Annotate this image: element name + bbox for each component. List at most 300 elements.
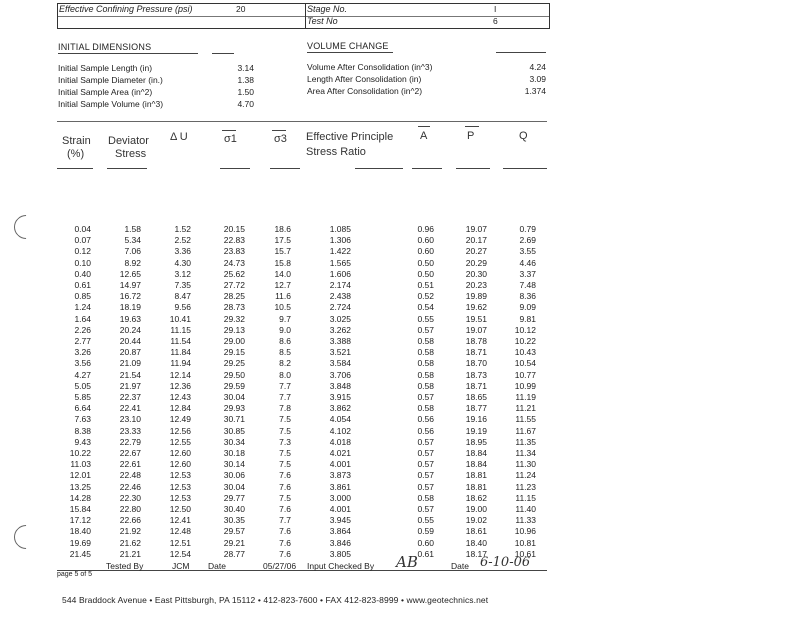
cell-ratio: 4.054: [329, 414, 351, 425]
date-value: 05/27/06: [263, 561, 297, 571]
cell-sigma1: 28.73: [223, 302, 245, 313]
cell-deviator: 22.79: [119, 436, 141, 447]
cell-ratio: 1.606: [329, 268, 351, 279]
cell-sigma3: 7.5: [279, 492, 291, 503]
cell-sigma3: 7.8: [279, 403, 291, 414]
cell-sigma3: 7.7: [279, 380, 291, 391]
cell-a: 0.96: [417, 224, 434, 234]
cell-deviator: 21.54: [119, 369, 141, 380]
cell-strain: 0.12: [74, 246, 91, 257]
cell-q: 11.34: [515, 448, 536, 458]
cell-du: 12.55: [169, 436, 191, 447]
cell-strain: 9.43: [74, 436, 91, 447]
cell-p: 18.95: [465, 436, 487, 447]
cell-sigma1: 29.15: [223, 347, 245, 358]
cell-du: 4.30: [174, 257, 191, 268]
cell-p: 19.51: [465, 313, 487, 324]
cell-sigma3: 7.6: [279, 526, 291, 537]
cell-strain: 11.03: [70, 459, 91, 470]
cell-q: 11.19: [515, 392, 536, 402]
cell-q: 7.48: [519, 280, 536, 290]
col-a: A: [420, 130, 428, 142]
p-overline: [465, 126, 479, 127]
section-rule: [496, 52, 546, 53]
cell-sigma3: 8.5: [279, 347, 291, 358]
cell-q: 9.09: [519, 302, 536, 313]
cell-p: 19.00: [465, 504, 487, 514]
cell-strain: 5.05: [74, 380, 91, 391]
cell-ratio: 3.805: [329, 548, 351, 559]
cell-strain: 0.07: [74, 235, 91, 246]
cell-sigma1: 29.93: [223, 403, 245, 414]
initial-dimension-value: 4.70: [237, 99, 254, 109]
col-rule: [220, 168, 250, 169]
cell-du: 12.14: [169, 369, 191, 380]
cell-sigma1: 30.35: [223, 515, 245, 526]
cell-sigma1: 29.50: [223, 369, 245, 380]
cell-p: 19.89: [465, 291, 487, 302]
cell-du: 8.47: [174, 291, 191, 302]
cell-du: 11.84: [170, 347, 191, 358]
cell-p: 18.17: [465, 548, 487, 559]
tested-by-label: Tested By: [106, 561, 144, 571]
cell-a: 0.58: [417, 358, 434, 369]
cell-sigma3: 7.6: [279, 470, 291, 481]
volume-change-value: 3.09: [529, 74, 546, 84]
cell-du: 12.60: [169, 459, 191, 470]
cell-du: 3.12: [174, 268, 191, 279]
initial-dimension-label: Initial Sample Diameter (in.): [58, 75, 163, 85]
cell-ratio: 4.018: [329, 436, 351, 447]
cell-strain: 6.64: [74, 403, 91, 414]
cell-ratio: 3.945: [329, 515, 351, 526]
cell-p: 18.40: [465, 537, 487, 548]
cell-a: 0.57: [417, 481, 434, 492]
cell-p: 18.61: [465, 526, 487, 537]
cell-strain: 10.22: [69, 448, 91, 458]
cell-deviator: 21.09: [119, 358, 141, 369]
cell-deviator: 20.44: [119, 336, 141, 346]
cell-a: 0.60: [417, 246, 434, 257]
header-divider: [58, 16, 549, 17]
cell-sigma1: 30.18: [223, 448, 245, 458]
cell-deviator: 23.33: [119, 425, 141, 436]
cell-strain: 17.12: [69, 515, 91, 526]
cell-a: 0.57: [417, 470, 434, 481]
cell-a: 0.57: [417, 324, 434, 335]
cell-deviator: 18.19: [119, 302, 141, 313]
cell-sigma1: 28.77: [223, 548, 245, 559]
col-rule: [107, 168, 147, 169]
cell-strain: 1.64: [74, 313, 91, 324]
cell-sigma3: 7.6: [279, 537, 291, 548]
cell-ratio: 3.262: [329, 324, 351, 335]
cell-sigma1: 29.32: [223, 313, 245, 324]
cell-ratio: 3.000: [329, 492, 351, 503]
cell-du: 3.36: [174, 246, 191, 257]
cell-strain: 3.56: [74, 358, 91, 369]
cell-du: 11.15: [170, 324, 191, 335]
cell-q: 9.81: [519, 313, 536, 324]
punch-hole-mark: [9, 520, 43, 554]
cell-sigma3: 7.7: [279, 392, 291, 402]
cell-p: 19.02: [465, 515, 487, 526]
volume-change-value: 1.374: [524, 86, 546, 96]
cell-sigma3: 9.0: [279, 324, 291, 335]
cell-a: 0.60: [417, 537, 434, 548]
cell-du: 12.36: [169, 380, 191, 391]
col-sigma3: σ3: [274, 133, 287, 145]
date2-signature: 6-10-06: [480, 555, 531, 570]
cell-strain: 4.27: [74, 369, 91, 380]
cell-a: 0.57: [417, 459, 434, 470]
cell-a: 0.57: [417, 448, 434, 458]
cell-sigma1: 22.83: [223, 235, 245, 246]
initial-dimension-value: 3.14: [237, 63, 254, 73]
a-overline: [418, 126, 430, 127]
cell-q: 8.36: [519, 291, 536, 302]
cell-strain: 2.26: [74, 324, 91, 335]
cell-strain: 18.40: [69, 526, 91, 537]
cell-sigma3: 10.5: [274, 302, 291, 313]
cell-p: 18.65: [465, 392, 487, 402]
section-rule: [307, 52, 393, 53]
col-ratio-2: Stress Ratio: [306, 146, 366, 158]
cell-p: 18.81: [465, 470, 487, 481]
col-ratio: Effective Principle: [306, 131, 394, 143]
cell-deviator: 12.65: [119, 268, 141, 279]
initial-dimension-label: Initial Sample Volume (in^3): [58, 99, 164, 109]
cell-q: 11.23: [515, 481, 536, 492]
cell-sigma1: 30.14: [223, 459, 245, 470]
cell-a: 0.56: [417, 425, 434, 436]
col-rule: [57, 168, 93, 169]
page-number: page 5 of 5: [57, 571, 93, 578]
cell-q: 11.67: [515, 425, 536, 436]
cell-sigma1: 30.06: [223, 470, 245, 481]
cell-a: 0.55: [417, 515, 434, 526]
cell-q: 10.54: [514, 358, 536, 369]
cell-sigma1: 29.77: [223, 492, 245, 503]
cell-strain: 12.01: [69, 470, 91, 481]
cell-deviator: 16.72: [119, 291, 141, 302]
cell-du: 1.52: [174, 224, 191, 234]
cell-ratio: 3.521: [329, 347, 351, 358]
cell-deviator: 22.46: [119, 481, 141, 492]
cell-ratio: 3.584: [329, 358, 351, 369]
volume-change-title: VOLUME CHANGE: [307, 41, 389, 51]
cell-ratio: 3.864: [329, 526, 351, 537]
cell-p: 18.78: [465, 336, 487, 346]
cell-sigma3: 7.6: [279, 504, 291, 514]
cell-sigma3: 7.3: [279, 436, 291, 447]
cell-a: 0.50: [417, 257, 434, 268]
cell-q: 10.81: [514, 537, 536, 548]
company-address: 544 Braddock Avenue • East Pittsburgh, PA 15112 • 412-823-7600 • FAX 412-823-8999 • www.geotechnics.net: [62, 595, 489, 605]
cell-sigma3: 7.6: [279, 481, 291, 492]
col-strain: Strain: [62, 135, 91, 147]
volume-change-label: Volume After Consolidation (in^3): [307, 62, 433, 72]
cell-deviator: 22.66: [119, 515, 141, 526]
pressure-label: Effective Confining Pressure (psi): [59, 4, 193, 14]
cell-strain: 8.38: [74, 425, 91, 436]
cell-sigma3: 8.0: [279, 369, 291, 380]
cell-deviator: 1.58: [124, 224, 141, 234]
cell-deviator: 22.30: [119, 492, 141, 503]
cell-strain: 1.24: [74, 302, 91, 313]
stage-value: I: [494, 4, 497, 14]
cell-p: 18.71: [465, 347, 487, 358]
cell-sigma1: 28.25: [223, 291, 245, 302]
cell-p: 20.30: [465, 268, 487, 279]
cell-sigma1: 24.73: [223, 257, 245, 268]
cell-sigma1: 29.25: [223, 358, 245, 369]
cell-deviator: 21.21: [119, 548, 141, 559]
cell-ratio: 2.438: [329, 291, 351, 302]
cell-p: 18.71: [465, 380, 487, 391]
col-rule: [355, 168, 403, 169]
cell-q: 10.77: [514, 369, 536, 380]
cell-a: 0.57: [417, 392, 434, 402]
cell-p: 18.81: [465, 481, 487, 492]
cell-du: 11.54: [170, 336, 191, 346]
cell-strain: 5.85: [74, 392, 91, 402]
cell-p: 18.73: [465, 369, 487, 380]
cell-deviator: 22.67: [119, 448, 141, 458]
col-du: Δ U: [170, 131, 188, 143]
cell-deviator: 21.97: [119, 380, 141, 391]
cell-q: 10.96: [514, 526, 536, 537]
initial-dimension-value: 1.50: [237, 87, 254, 97]
cell-sigma1: 30.04: [223, 392, 245, 402]
cell-a: 0.58: [417, 336, 434, 346]
cell-sigma1: 29.13: [223, 324, 245, 335]
cell-sigma3: 7.5: [279, 425, 291, 436]
cell-strain: 3.26: [74, 347, 91, 358]
col-rule: [270, 168, 300, 169]
test-label: Test No: [307, 16, 338, 26]
cell-p: 20.17: [465, 235, 487, 246]
cell-du: 12.49: [169, 414, 191, 425]
col-p: P: [467, 130, 475, 142]
cell-a: 0.58: [417, 380, 434, 391]
cell-deviator: 22.80: [119, 504, 141, 514]
cell-p: 20.23: [465, 280, 487, 290]
cell-sigma3: 7.5: [279, 459, 291, 470]
cell-ratio: 3.915: [329, 392, 351, 402]
cell-sigma1: 27.72: [223, 280, 245, 290]
cell-sigma1: 30.40: [223, 504, 245, 514]
date-label: Date: [208, 561, 226, 571]
cell-du: 7.35: [174, 280, 191, 290]
cell-du: 10.41: [169, 313, 191, 324]
cell-q: 0.79: [519, 224, 536, 234]
cell-ratio: 4.001: [329, 459, 351, 470]
cell-ratio: 1.306: [329, 235, 351, 246]
checked-by-label: Input Checked By: [307, 561, 375, 571]
cell-du: 12.51: [169, 537, 191, 548]
cell-q: 10.12: [514, 324, 536, 335]
cell-sigma3: 17.5: [274, 235, 291, 246]
cell-deviator: 7.06: [124, 246, 141, 257]
cell-ratio: 4.102: [329, 425, 351, 436]
cell-du: 12.53: [169, 470, 191, 481]
cell-deviator: 23.10: [119, 414, 141, 425]
cell-ratio: 1.085: [329, 224, 351, 234]
cell-a: 0.56: [417, 414, 434, 425]
cell-strain: 19.69: [69, 537, 91, 548]
cell-ratio: 4.021: [329, 448, 351, 458]
cell-sigma1: 25.62: [223, 268, 245, 279]
cell-a: 0.55: [417, 313, 434, 324]
cell-q: 3.37: [519, 268, 536, 279]
cell-q: 10.43: [514, 347, 536, 358]
cell-p: 19.62: [465, 302, 487, 313]
cell-strain: 0.85: [74, 291, 91, 302]
cell-strain: 0.40: [74, 268, 91, 279]
cell-strain: 21.45: [69, 548, 91, 559]
cell-du: 12.84: [169, 403, 191, 414]
cell-ratio: 3.846: [329, 537, 351, 548]
cell-ratio: 3.862: [329, 403, 351, 414]
cell-sigma3: 14.0: [274, 268, 291, 279]
col-rule: [412, 168, 442, 169]
cell-sigma1: 30.34: [223, 436, 245, 447]
cell-deviator: 22.37: [119, 392, 141, 402]
col-rule: [503, 168, 547, 169]
cell-q: 11.55: [515, 414, 536, 425]
cell-sigma1: 23.83: [223, 246, 245, 257]
cell-du: 12.60: [169, 448, 191, 458]
cell-sigma1: 29.00: [223, 336, 245, 346]
cell-sigma3: 12.7: [274, 280, 291, 290]
cell-sigma3: 7.5: [279, 414, 291, 425]
cell-q: 10.22: [514, 336, 536, 346]
cell-du: 12.54: [169, 548, 191, 559]
cell-strain: 0.61: [74, 280, 91, 290]
section-rule: [58, 53, 198, 54]
cell-sigma3: 11.6: [275, 291, 291, 302]
cell-strain: 7.63: [74, 414, 91, 425]
cell-sigma1: 30.71: [223, 414, 245, 425]
cell-ratio: 3.861: [329, 481, 351, 492]
cell-sigma3: 15.7: [274, 246, 291, 257]
cell-p: 20.27: [465, 246, 487, 257]
cell-q: 11.21: [515, 403, 536, 414]
cell-q: 4.46: [519, 257, 536, 268]
cell-deviator: 20.24: [119, 324, 141, 335]
date2-label: Date: [451, 561, 469, 571]
cell-q: 10.99: [514, 380, 536, 391]
col-strain-unit: (%): [67, 148, 85, 160]
cell-ratio: 3.025: [329, 313, 351, 324]
cell-a: 0.60: [417, 235, 434, 246]
volume-change-label: Length After Consolidation (in): [307, 74, 422, 84]
section-rule: [212, 53, 234, 54]
cell-p: 18.70: [465, 358, 487, 369]
cell-q: 11.15: [515, 492, 536, 503]
cell-p: 18.77: [465, 403, 487, 414]
cell-ratio: 3.848: [329, 380, 351, 391]
cell-sigma1: 29.21: [223, 537, 245, 548]
cell-deviator: 14.97: [119, 280, 141, 290]
cell-ratio: 1.565: [329, 257, 351, 268]
cell-du: 12.50: [169, 504, 191, 514]
cell-strain: 0.04: [74, 224, 91, 234]
cell-a: 0.51: [417, 280, 434, 290]
cell-deviator: 21.92: [119, 526, 141, 537]
cell-sigma1: 30.04: [223, 481, 245, 492]
cell-du: 9.56: [174, 302, 191, 313]
cell-sigma3: 8.2: [279, 358, 291, 369]
cell-a: 0.58: [417, 492, 434, 503]
cell-deviator: 22.61: [119, 459, 141, 470]
cell-a: 0.58: [417, 347, 434, 358]
cell-q: 11.30: [515, 459, 536, 470]
cell-a: 0.50: [417, 268, 434, 279]
cell-sigma3: 7.5: [279, 448, 291, 458]
col-sigma1: σ1: [224, 133, 237, 145]
col-q: Q: [519, 130, 528, 142]
cell-sigma3: 7.6: [279, 548, 291, 559]
cell-deviator: 21.62: [119, 537, 141, 548]
cell-p: 18.84: [465, 459, 487, 470]
cell-deviator: 5.34: [124, 235, 141, 246]
initial-dimension-label: Initial Sample Length (in): [58, 63, 153, 73]
volume-change-label: Area After Consolidation (in^2): [307, 86, 423, 96]
sigma3-overline: [272, 130, 286, 131]
cell-du: 12.41: [169, 515, 191, 526]
cell-a: 0.58: [417, 369, 434, 380]
cell-a: 0.57: [417, 436, 434, 447]
cell-a: 0.61: [417, 548, 434, 559]
cell-du: 12.53: [169, 481, 191, 492]
col-rule: [456, 168, 490, 169]
cell-du: 11.94: [170, 358, 191, 369]
cell-p: 20.29: [465, 257, 487, 268]
stage-label: Stage No.: [307, 4, 348, 14]
cell-deviator: 19.63: [119, 313, 141, 324]
cell-q: 11.35: [515, 436, 536, 447]
cell-a: 0.54: [417, 302, 434, 313]
col-deviator-unit: Stress: [115, 148, 147, 160]
cell-p: 19.16: [465, 414, 487, 425]
cell-a: 0.52: [417, 291, 434, 302]
cell-p: 18.62: [465, 492, 487, 503]
cell-ratio: 2.174: [329, 280, 351, 290]
test-value: 6: [493, 16, 498, 26]
cell-du: 12.43: [169, 392, 191, 402]
cell-strain: 15.84: [69, 504, 91, 514]
cell-q: 11.40: [515, 504, 536, 514]
cell-strain: 0.10: [74, 257, 91, 268]
initial-dimension-value: 1.38: [237, 75, 254, 85]
sigma1-overline: [222, 130, 236, 131]
cell-sigma3: 15.8: [274, 257, 291, 268]
cell-sigma3: 8.6: [279, 336, 291, 346]
cell-strain: 13.25: [69, 481, 91, 492]
volume-change-value: 4.24: [529, 62, 546, 72]
col-deviator: Deviator: [108, 135, 149, 147]
cell-ratio: 3.388: [329, 336, 351, 346]
cell-q: 10.61: [514, 548, 536, 559]
checked-by-signature: AB: [396, 553, 418, 571]
cell-sigma1: 20.15: [223, 224, 245, 234]
cell-ratio: 2.724: [329, 302, 351, 313]
cell-p: 19.07: [465, 224, 487, 234]
cell-sigma3: 9.7: [279, 313, 291, 324]
initial-dimension-label: Initial Sample Area (in^2): [58, 87, 153, 97]
